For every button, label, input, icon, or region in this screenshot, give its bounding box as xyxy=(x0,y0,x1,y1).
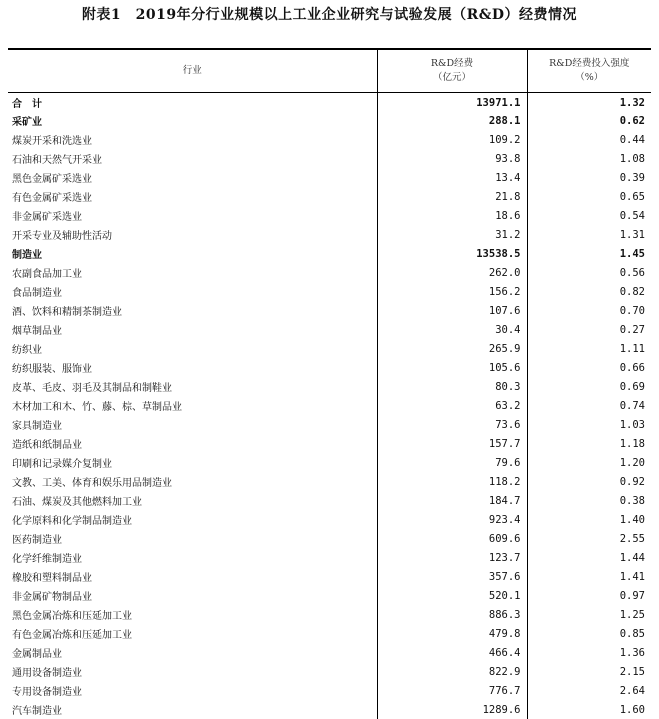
table-row xyxy=(8,434,651,453)
intensity-cell: 0.97 xyxy=(619,589,645,602)
expense-cell: 923.4 xyxy=(377,510,527,529)
intensity-cell: 2.15 xyxy=(619,665,645,678)
intensity-cell: 0.38 xyxy=(619,494,645,507)
expense-cell: 13.4 xyxy=(377,168,527,187)
industry-cell: 化学纤维制造业 xyxy=(8,548,377,567)
table-row xyxy=(8,92,651,111)
table-row xyxy=(8,377,651,396)
industry-cell: 石油、煤炭及其他燃料加工业 xyxy=(8,491,377,510)
intensity-cell: 1.11 xyxy=(619,342,645,355)
industry-cell: 通用设备制造业 xyxy=(8,662,377,681)
expense-cell: 63.2 xyxy=(377,396,527,415)
expense-cell: 30.4 xyxy=(377,320,527,339)
table-row xyxy=(8,624,651,643)
intensity-cell: 1.08 xyxy=(619,152,645,165)
industry-cell: 烟草制品业 xyxy=(8,320,377,339)
industry-cell: 黑色金属冶炼和压延加工业 xyxy=(8,605,377,624)
expense-cell: 73.6 xyxy=(377,415,527,434)
expense-cell: 13971.1 xyxy=(377,92,527,111)
intensity-cell: 1.41 xyxy=(619,570,645,583)
industry-cell: 汽车制造业 xyxy=(8,700,377,719)
industry-cell: 煤炭开采和洗选业 xyxy=(8,130,377,149)
intensity-cell: 0.39 xyxy=(619,171,645,184)
table-row xyxy=(8,491,651,510)
table-row xyxy=(8,111,651,130)
industry-cell: 采矿业 xyxy=(8,111,377,130)
table-header-row xyxy=(8,49,651,92)
rd-expense-table xyxy=(8,48,651,719)
table-row xyxy=(8,567,651,586)
industry-cell: 家具制造业 xyxy=(8,415,377,434)
intensity-cell: 0.82 xyxy=(619,285,645,298)
table-row xyxy=(8,662,651,681)
expense-cell: 79.6 xyxy=(377,453,527,472)
intensity-cell: 0.62 xyxy=(619,114,645,127)
industry-cell: 食品制造业 xyxy=(8,282,377,301)
expense-cell: 80.3 xyxy=(377,377,527,396)
intensity-cell: 1.44 xyxy=(619,551,645,564)
header-industry-label: 行业 xyxy=(182,64,202,76)
industry-cell: 橡胶和塑料制品业 xyxy=(8,567,377,586)
table-row xyxy=(8,396,651,415)
header-expense-unit: （亿元） xyxy=(432,71,471,83)
table-row xyxy=(8,301,651,320)
intensity-cell: 0.70 xyxy=(619,304,645,317)
industry-cell: 非金属矿物制品业 xyxy=(8,586,377,605)
expense-cell: 105.6 xyxy=(377,358,527,377)
intensity-cell: 1.31 xyxy=(619,228,645,241)
header-expense xyxy=(377,49,527,92)
expense-cell: 822.9 xyxy=(377,662,527,681)
table-row xyxy=(8,244,651,263)
industry-cell: 化学原料和化学制品制造业 xyxy=(8,510,377,529)
expense-cell: 288.1 xyxy=(377,111,527,130)
table-row xyxy=(8,339,651,358)
header-intensity xyxy=(527,49,651,92)
industry-cell: 文教、工美、体育和娱乐用品制造业 xyxy=(8,472,377,491)
table-row xyxy=(8,263,651,282)
industry-cell: 专用设备制造业 xyxy=(8,681,377,700)
intensity-cell: 0.69 xyxy=(619,380,645,393)
table-row xyxy=(8,529,651,548)
industry-cell: 医药制造业 xyxy=(8,529,377,548)
table-row xyxy=(8,605,651,624)
expense-cell: 609.6 xyxy=(377,529,527,548)
expense-cell: 886.3 xyxy=(377,605,527,624)
intensity-cell: 1.60 xyxy=(619,703,645,716)
intensity-cell: 0.74 xyxy=(619,399,645,412)
industry-cell: 非金属矿采选业 xyxy=(8,206,377,225)
industry-cell: 农副食品加工业 xyxy=(8,263,377,282)
table-row xyxy=(8,168,651,187)
header-expense-label: R&D经费 xyxy=(430,57,474,69)
expense-cell: 776.7 xyxy=(377,681,527,700)
expense-cell: 118.2 xyxy=(377,472,527,491)
intensity-cell: 0.92 xyxy=(619,475,645,488)
expense-cell: 357.6 xyxy=(377,567,527,586)
expense-cell: 184.7 xyxy=(377,491,527,510)
intensity-cell: 1.20 xyxy=(619,456,645,469)
intensity-cell: 0.54 xyxy=(619,209,645,222)
table-body xyxy=(8,92,651,719)
table-row xyxy=(8,187,651,206)
industry-cell: 酒、饮料和精制茶制造业 xyxy=(8,301,377,320)
industry-cell: 有色金属冶炼和压延加工业 xyxy=(8,624,377,643)
expense-cell: 13538.5 xyxy=(377,244,527,263)
intensity-cell: 1.40 xyxy=(619,513,645,526)
intensity-cell: 1.25 xyxy=(619,608,645,621)
intensity-cell: 0.56 xyxy=(619,266,645,279)
expense-cell: 520.1 xyxy=(377,586,527,605)
expense-cell: 157.7 xyxy=(377,434,527,453)
header-intensity-unit: （%） xyxy=(575,71,604,83)
intensity-cell: 0.66 xyxy=(619,361,645,374)
intensity-cell: 1.18 xyxy=(619,437,645,450)
table-row xyxy=(8,472,651,491)
intensity-cell: 1.36 xyxy=(619,646,645,659)
industry-cell: 开采专业及辅助性活动 xyxy=(8,225,377,244)
expense-cell: 262.0 xyxy=(377,263,527,282)
expense-cell: 107.6 xyxy=(377,301,527,320)
table-title: 附表1 2019年分行业规模以上工业企业研究与试验发展（R&D）经费情况 xyxy=(81,7,578,23)
table-row xyxy=(8,130,651,149)
expense-cell: 1289.6 xyxy=(377,700,527,719)
table-row xyxy=(8,548,651,567)
industry-cell: 木材加工和木、竹、藤、棕、草制品业 xyxy=(8,396,377,415)
industry-cell: 纺织业 xyxy=(8,339,377,358)
expense-cell: 156.2 xyxy=(377,282,527,301)
industry-cell: 黑色金属矿采选业 xyxy=(8,168,377,187)
intensity-cell: 0.27 xyxy=(619,323,645,336)
intensity-cell: 1.45 xyxy=(619,247,645,260)
expense-cell: 479.8 xyxy=(377,624,527,643)
table-row xyxy=(8,681,651,700)
expense-cell: 93.8 xyxy=(377,149,527,168)
intensity-cell: 2.64 xyxy=(619,684,645,697)
industry-cell: 印刷和记录媒介复制业 xyxy=(8,453,377,472)
expense-cell: 123.7 xyxy=(377,548,527,567)
table-row xyxy=(8,700,651,719)
intensity-cell: 0.44 xyxy=(619,133,645,146)
industry-cell: 有色金属矿采选业 xyxy=(8,187,377,206)
industry-cell: 制造业 xyxy=(8,244,377,263)
intensity-cell: 1.32 xyxy=(619,96,645,109)
table-row xyxy=(8,225,651,244)
industry-cell: 造纸和纸制品业 xyxy=(8,434,377,453)
table-row xyxy=(8,149,651,168)
table-row xyxy=(8,320,651,339)
industry-cell: 金属制品业 xyxy=(8,643,377,662)
table-row xyxy=(8,643,651,662)
table-row xyxy=(8,282,651,301)
industry-cell: 合 计 xyxy=(8,92,377,111)
table-row xyxy=(8,206,651,225)
intensity-cell: 1.03 xyxy=(619,418,645,431)
expense-cell: 18.6 xyxy=(377,206,527,225)
industry-cell: 皮革、毛皮、羽毛及其制品和制鞋业 xyxy=(8,377,377,396)
table-row xyxy=(8,586,651,605)
industry-cell: 石油和天然气开采业 xyxy=(8,149,377,168)
expense-cell: 265.9 xyxy=(377,339,527,358)
expense-cell: 31.2 xyxy=(377,225,527,244)
industry-cell: 纺织服装、服饰业 xyxy=(8,358,377,377)
header-intensity-label: R&D经费投入强度 xyxy=(549,57,630,69)
expense-cell: 466.4 xyxy=(377,643,527,662)
table-row xyxy=(8,510,651,529)
table-row xyxy=(8,358,651,377)
table-row xyxy=(8,453,651,472)
intensity-cell: 0.85 xyxy=(619,627,645,640)
header-industry xyxy=(8,49,377,92)
expense-cell: 21.8 xyxy=(377,187,527,206)
intensity-cell: 2.55 xyxy=(619,532,645,545)
intensity-cell: 0.65 xyxy=(619,190,645,203)
expense-cell: 109.2 xyxy=(377,130,527,149)
table-row xyxy=(8,415,651,434)
